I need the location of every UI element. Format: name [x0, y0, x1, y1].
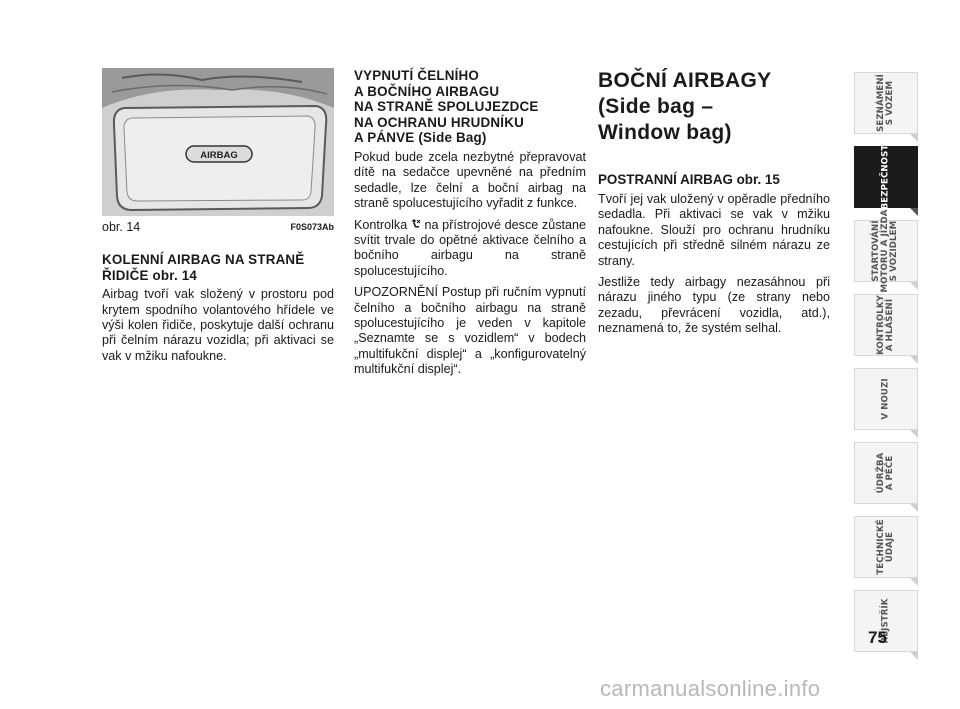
tab-startovani-motoru[interactable]: [854, 209, 918, 293]
title-line-2: (Side bag –: [598, 95, 714, 118]
knee-airbag-heading-line1: KOLENNÍ AIRBAG NA STRANĚ: [102, 252, 305, 267]
side-airbag-paragraph-2: Jestliže tedy airbagy nezasáhnou při nárazu jiného typu (ze strany nebo zezadu, převrácení vozidla, atd.), neznamená to, že systém selhal.: [598, 275, 830, 336]
warning-light-label: Kontrolka: [354, 217, 408, 232]
heading-line-4: NA OCHRANU HRUDNÍKU: [354, 114, 524, 130]
deactivation-paragraph-1: Pokud bude zcela nezbytné přepravovat dítě na sedačce upevněné na předním sedadle, lze čelní a boční airbag na straně spolucestujícího vyřadit z funkce.: [354, 149, 586, 211]
tab-label: KONTROLKY A HLÁŠENÍ: [875, 295, 895, 355]
tab-label: STARTOVÁNÍ MOTORU A JÍZDA S VOZIDLEM: [871, 209, 900, 293]
column-left: [102, 68, 334, 370]
title-line-3: Window bag): [598, 121, 732, 144]
tab-label: SEZNÁMENÍ S VOZEM: [875, 74, 895, 132]
side-airbag-paragraph-1: Tvoří jej vak uložený v opěradle předního sedadla. Při aktivaci se vak v mžiku nafoukne. Slouží pro ochranu hrudníku cestujících při středně silném nárazu ze strany.: [598, 192, 830, 268]
watermark: carmanualsonline.info: [600, 676, 821, 701]
knee-airbag-heading: [102, 252, 334, 283]
figure-caption: [102, 218, 334, 238]
tab-bezpecnost[interactable]: [854, 146, 918, 208]
knee-airbag-heading-line2-rest: obr. 14: [148, 267, 198, 283]
tab-label: BEZPEČNOST: [880, 144, 891, 210]
tab-udrzba-a-pece[interactable]: [854, 442, 918, 504]
heading-line-2: A BOČNÍHO AIRBAGU: [354, 83, 500, 99]
deactivation-paragraph-3: UPOZORNĚNÍ Postup při ručním vypnutí čelního a bočního airbagu na straně spolucestujícího je veden v kapitole „Seznamte se s vozidlem“ v bodech „multifukční displej“ a „konfigurovatelný multifukční displej“.: [354, 285, 586, 377]
airbag-emblem-text: AIRBAG: [200, 150, 238, 161]
title-line-1: BOČNÍ AIRBAGY: [598, 69, 772, 92]
tab-v-nouzi[interactable]: [854, 368, 918, 430]
figure-knee-airbag: [102, 68, 334, 216]
knee-airbag-heading-line2-bold: ŘIDIČE: [102, 267, 149, 283]
tab-seznameni-s-vozem[interactable]: [854, 72, 918, 134]
warning-light-rest: na přístrojové desce zůstane svítit trvale do opětné aktivace čelního a bočního airbagu na straně spolucestujícího.: [354, 217, 586, 278]
column-middle: [354, 68, 586, 384]
knee-airbag-illustration: [102, 68, 334, 216]
column-right: [598, 68, 830, 343]
heading-line-1: VYPNUTÍ ČELNÍHO: [354, 68, 480, 83]
page-number: 75: [868, 628, 887, 647]
chapter-tabs: [854, 72, 918, 664]
airbag-off-warning-icon: [411, 219, 421, 230]
airbag-deactivation-heading: [354, 68, 586, 146]
heading-line-5-rest: (Side Bag): [414, 130, 487, 146]
tab-kontrolky-a-hlaseni[interactable]: [854, 294, 918, 356]
figure-code: F0S073Ab: [290, 222, 334, 232]
heading-line-3: NA STRANĚ SPOLUJEZDCE: [354, 99, 539, 115]
deactivation-paragraph-2: [354, 218, 586, 280]
tab-label: ÚDRŽBA A PÉČE: [875, 452, 895, 494]
tab-label: V NOUZI: [880, 378, 891, 420]
tab-technicke-udaje[interactable]: [854, 516, 918, 578]
tab-label: TECHNICKÉ ÚDAJE: [875, 519, 895, 575]
side-airbag-subheading: POSTRANNÍ AIRBAG obr. 15: [598, 172, 780, 187]
figure-label: obr. 14: [102, 220, 141, 234]
tab-label: REJSTŘÍK: [880, 598, 891, 644]
knee-airbag-text: Airbag tvoří vak složený v prostoru pod krytem spodního volantového hřídele ve výši kolen řidiče, poskytuje další ochranu při čelním nárazu vozidla; při aktivaci se vak v mžiku nafoukne.: [102, 287, 334, 363]
heading-line-5-bold: A PÁNVE: [354, 130, 415, 146]
side-airbags-title: [598, 68, 830, 146]
